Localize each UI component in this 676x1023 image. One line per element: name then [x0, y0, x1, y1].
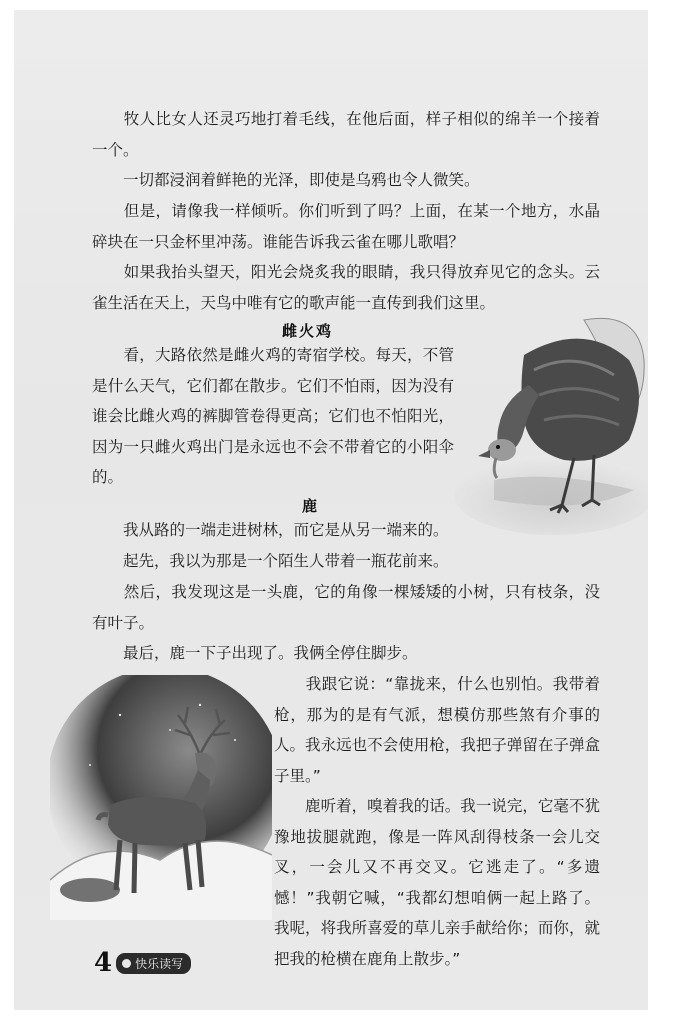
section-title-deer: 鹿: [302, 497, 320, 515]
paragraph-shepherd: 牧人比女人还灵巧地打着毛线，在他后面，样子相似的绵羊一个接着一个。: [92, 110, 600, 159]
paragraph-listen: 但是，请像我一样倾听。你们听到了吗？上面，在某一个地方，水晶碎块在一只金杯里冲荡。谁能告诉我云雀在哪儿歌唱？: [92, 202, 600, 251]
paragraph-glow: 一切都浸润着鲜艳的光泽，即使是乌鸦也令人微笑。: [92, 171, 480, 189]
page-footer: [94, 948, 191, 978]
paragraph-deer-stranger: 起先，我以为那是一个陌生人带着一瓶花前来。: [92, 552, 449, 570]
series-label: 快乐读写: [135, 956, 184, 971]
section-title-turkey: 雌火鸡: [282, 322, 334, 340]
book-page: [14, 10, 648, 1010]
paragraph-deer-flees: 鹿听着，嗅着我的话。我一说完，它毫不犹豫地拔腿就跑，像是一阵风刮得枝条一会儿交叉，一会儿又不再交叉。它逃走了。“多遗憾！”我朝它喊，“我都幻想咱俩一起上路了。我呢，将我所喜爱的草儿亲手献给你；而你，就把我的枪横在鹿角上散步。”: [274, 797, 600, 968]
page-number: 4: [94, 948, 113, 978]
paragraph-turkey: 看，大路依然是雌火鸡的寄宿学校。每天，不管是什么天气，它们都在散步。它们不怕雨，因为没有谁会比雌火鸡的裤脚管卷得更高；它们也不怕阳光，因为一只雌火鸡出门是永远也不会不带着它的小阳伞的。: [92, 346, 454, 486]
deer-illustration: [50, 675, 272, 920]
turkey-illustration: [434, 300, 648, 540]
paragraph-skylark: 如果我抬头望天，阳光会烧炙我的眼睛，我只得放弃见它的念头。云雀生活在天上，天鸟中唯有它的歌声能一直传到我们这里。: [92, 263, 600, 312]
paragraph-deer-speech: 我跟它说：“靠拢来，什么也别怕。我带着枪，那为的是有气派，想模仿那些煞有介事的人。我永远也不会使用枪，我把子弹留在子弹盒子里。”: [274, 675, 600, 785]
paragraph-deer-appears: 最后，鹿一下子出现了。我俩全停住脚步。: [92, 644, 418, 662]
paragraph-deer-enter: 我从路的一端走进树林，而它是从另一端来的。: [92, 521, 449, 539]
paragraph-deer-antlers: 然后，我发现这是一头鹿，它的角像一棵矮矮的小树，只有枝条，没有叶子。: [92, 583, 600, 632]
badge-dot-icon: [122, 959, 131, 968]
series-badge: [116, 953, 191, 974]
